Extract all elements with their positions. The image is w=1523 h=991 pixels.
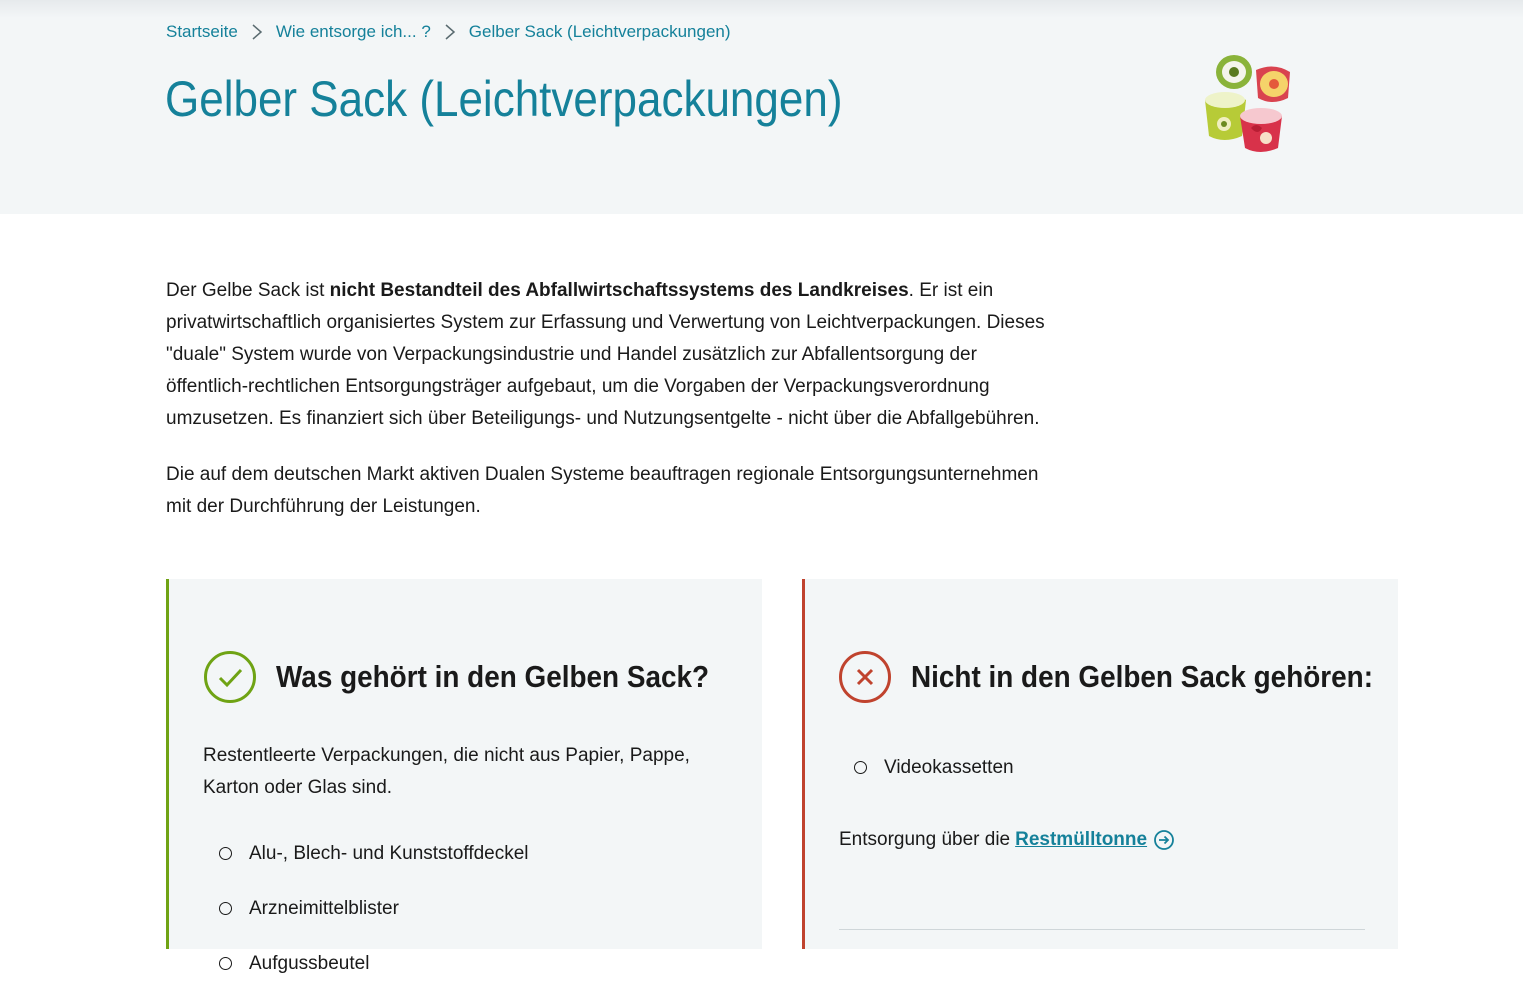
restmuelltonne-link[interactable]: Restmülltonne [1015,829,1148,850]
intro-text-start: Der Gelbe Sack ist [166,280,330,301]
list-item-label: Arzneimittelblister [249,897,399,919]
list-item-label: Videokassetten [884,756,1014,778]
list-item-label: Alu-, Blech- und Kunststoffdeckel [249,842,529,864]
chevron-right-icon [246,22,270,42]
bullet-icon [219,847,232,860]
breadcrumb-disposal-guide[interactable]: Wie entsorge ich... ? [275,22,431,41]
yogurt-cups-illustration [1196,48,1296,156]
intro-text [166,275,1046,547]
list-item [854,740,1014,795]
bullet-icon [219,957,232,970]
allowed-items-list [219,826,529,991]
allowed-card-title: Was gehört in den Gelben Sack? [276,659,710,694]
bullet-icon [854,761,867,774]
not-allowed-items-list [854,740,1014,795]
arrow-right-circle-icon[interactable] [1153,829,1175,851]
intro-paragraph-second: Die auf dem deutschen Markt aktiven Dualen Systeme beauftragen regionale Entsorgungsunternehmen mit der Durchführung der Leistungen. [166,464,1039,517]
intro-emphasis: nicht Bestandteil des Abfallwirtschaftssystems des Landkreises [329,280,909,301]
list-item [219,826,529,881]
x-circle-icon [838,650,892,704]
breadcrumb [166,20,731,44]
bullet-icon [219,902,232,915]
not-allowed-card-header [838,650,1424,704]
disposal-text: Entsorgung über die [839,829,1011,850]
disposal-info [839,829,1175,851]
breadcrumb-current[interactable]: Gelber Sack (Leichtverpackungen) [468,22,731,41]
chevron-right-icon [439,22,463,42]
not-allowed-card-title: Nicht in den Gelben Sack gehören: [911,659,1373,694]
intro-text-end: . Er ist ein privatwirtschaftlich organisiertes System zur Erfassung und Verwertung von Leichtverpackungen. Dieses "duale" System wurde von Verpackungsindustrie und Handel zusätzlich zur Abfallentsorgung der öffentlich-rechtlichen Entsorgungsträger aufgebaut, um die Vorgaben der Verpackungsverordnung umzusetzen. Es finanziert sich über Beteiligungs- und Nutzungsentgelte - nicht über die Abfallgebühren. [166,280,1045,429]
header-shadow [0,0,1523,18]
list-item [219,881,529,936]
allowed-card-header [203,650,757,704]
allowed-card-description: Restentleerte Verpackungen, die nicht aus Papier, Pappe, Karton oder Glas sind. [203,745,690,798]
list-item [219,936,529,991]
intro-paragraph [166,275,1046,435]
list-item-label: Aufgussbeutel [249,952,370,974]
allowed-items-card [166,579,762,974]
card-divider [839,929,1365,930]
page-header [0,0,1523,214]
breadcrumb-home[interactable]: Startseite [166,22,238,41]
check-circle-icon [203,650,257,704]
page-title: Gelber Sack (Leichtverpackungen) [165,71,843,127]
not-allowed-items-card [802,579,1398,949]
